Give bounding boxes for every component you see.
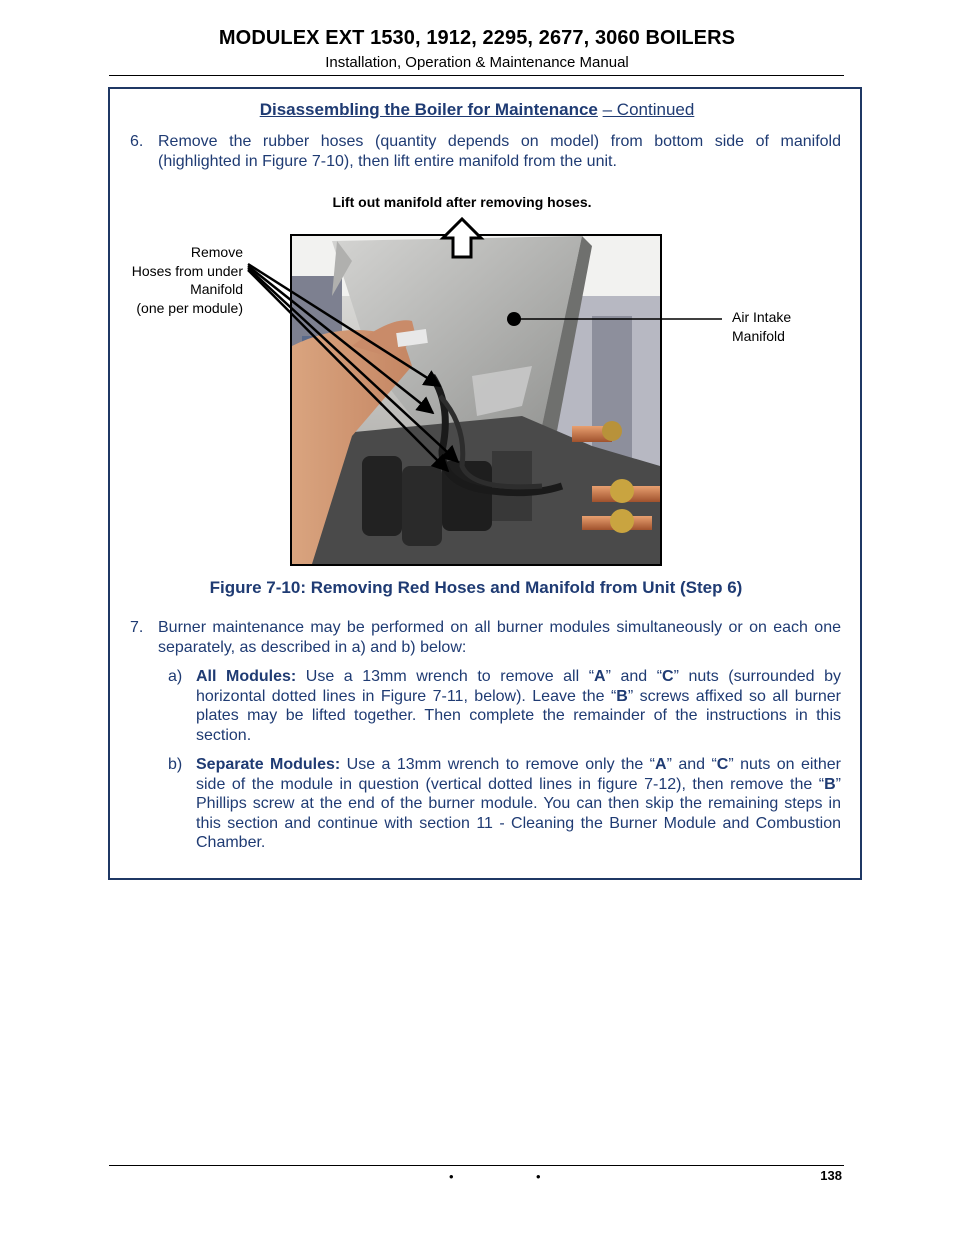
step-7b-part-3: ” nuts on either side of the module in question (vertical dotted lines in figure 7-12), then remove the “	[196, 756, 841, 793]
footer-bullet-2: •	[536, 1169, 541, 1184]
step-7b-key-a: A	[655, 756, 667, 773]
step-7a-part-2: ” and “	[605, 668, 663, 685]
step-7a-part-3: ” nuts (surrounded by horizontal dotted lines in Figure 7-11, below). Leave the “	[196, 668, 841, 705]
step-7a-part-4: ” screws affixed so all burner plates may be lifted together. Then complete the remainder of the instructions in this section.	[196, 687, 842, 744]
page-number: 138	[820, 1168, 842, 1183]
left-label-line-4: (one per module)	[136, 299, 243, 316]
step-7b-part-1: Use a 13mm wrench to remove only the “	[340, 756, 656, 773]
step-7a-label: a)	[168, 668, 183, 685]
step-7b-lead: Separate Modules:	[196, 756, 341, 773]
figure-caption: Figure 7-10: Removing Red Hoses and Manifold from Unit (Step 6)	[209, 578, 743, 597]
callout-arrow-4	[248, 270, 448, 471]
callout-arrow-3	[248, 268, 458, 462]
step-7a-text	[196, 667, 841, 745]
right-label-line-1: Air Intake	[732, 309, 792, 325]
step-7a-key-a: A	[594, 668, 606, 685]
step-7a-part-1: Use a 13mm wrench to remove all “	[296, 668, 595, 685]
section-heading-continued: – Continued	[602, 100, 695, 119]
footer-bullet-1: •	[449, 1169, 454, 1184]
step-7b-part-2: ” and “	[666, 756, 717, 773]
step-7-number: 7.	[130, 619, 144, 636]
step-6-number: 6.	[130, 133, 144, 150]
step-7a-key-b: B	[616, 687, 628, 705]
left-label-line-3: Manifold	[190, 281, 243, 297]
section-heading-main: Disassembling the Boiler for Maintenance	[259, 100, 598, 119]
left-label-line-1: Remove	[190, 244, 243, 260]
step-7b-part-4: ” Phillips screw at the end of the burner module. You can then skip the remaining steps in this section and continue with section 11 - Cleaning the Burner Module and Combustion Chamber.	[196, 775, 841, 851]
left-label-line-2: Hoses from under	[131, 262, 243, 279]
air-intake-pointer	[507, 312, 722, 326]
up-arrow-icon	[443, 219, 481, 257]
step-7b-key-b: B	[824, 775, 836, 793]
document-subtitle: Installation, Operation & Maintenance Manual	[325, 54, 629, 71]
step-7b-label: b)	[168, 756, 183, 773]
figure-top-caption: Lift out manifold after removing hoses.	[332, 194, 592, 210]
right-label-line-2: Manifold	[732, 327, 785, 344]
step-7a-lead: All Modules:	[196, 668, 297, 685]
step-7-text: Burner maintenance may be performed on all burner modules simultaneously or on each one separately, as described in a) and b) below:	[158, 619, 841, 656]
callout-arrows	[248, 264, 458, 471]
step-7a-key-c: C	[662, 668, 674, 685]
step-7b-text	[196, 755, 841, 853]
footer-rule	[109, 1165, 844, 1166]
step-7b-key-c: C	[716, 756, 729, 773]
callout-arrow-2	[248, 266, 433, 413]
step-6-text: Remove the rubber hoses (quantity depends on model) from bottom side of manifold (highlighted in Figure 7-10), then lift entire manifold from the unit.	[158, 133, 841, 170]
document-title: MODULEX EXT 1530, 1912, 2295, 2677, 3060 BOILERS	[218, 27, 736, 49]
